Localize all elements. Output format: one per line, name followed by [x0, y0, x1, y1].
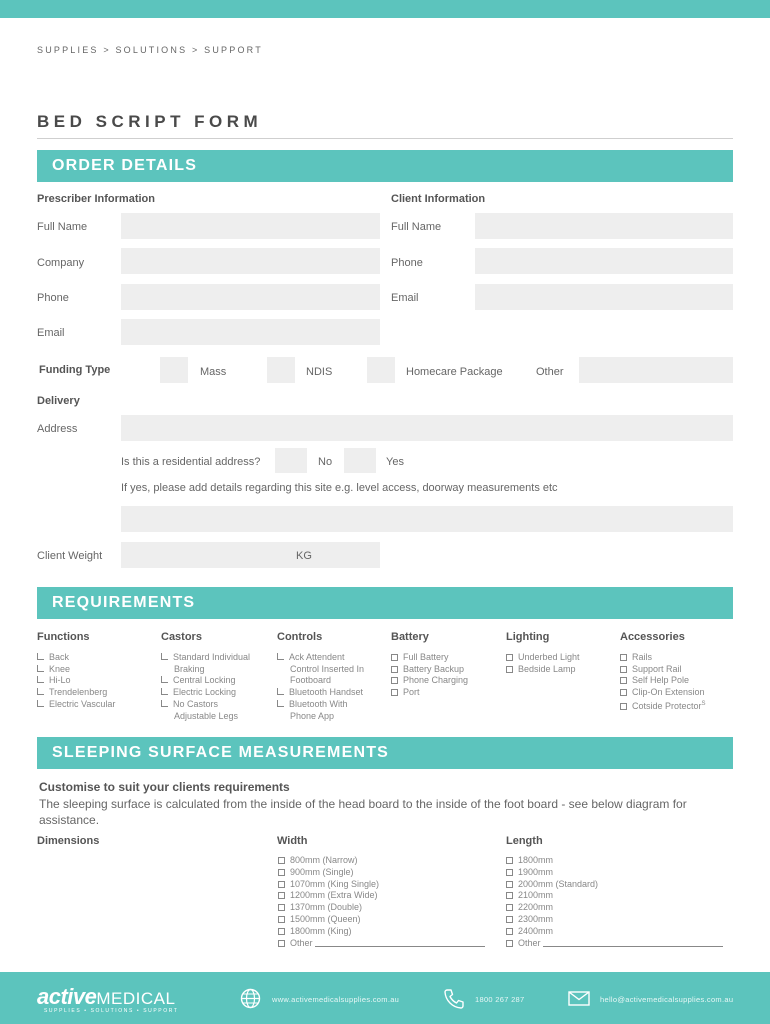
- logo-tagline: SUPPLIES • SOLUTIONS • SUPPORT: [44, 1008, 179, 1014]
- accessory-option[interactable]: [620, 664, 706, 676]
- envelope-icon: [568, 991, 590, 1006]
- residential-question: Is this a residential address?: [121, 456, 261, 468]
- option-label: Hi-Lo: [49, 675, 71, 686]
- residential-no-checkbox[interactable]: [275, 448, 307, 473]
- checkbox-icon[interactable]: [506, 916, 513, 923]
- client-phone-input[interactable]: [475, 248, 733, 274]
- length-option[interactable]: [506, 914, 723, 926]
- option-label: Trendelenberg: [49, 687, 108, 698]
- checkbox-icon[interactable]: [506, 928, 513, 935]
- width-option[interactable]: [278, 926, 485, 938]
- option-label: Full Battery: [403, 652, 449, 662]
- globe-icon: [240, 988, 261, 1009]
- option-label: Bedside Lamp: [518, 663, 576, 674]
- breadcrumb: SUPPLIES > SOLUTIONS > SUPPORT: [37, 45, 263, 55]
- phone-number[interactable]: 1800 267 287: [475, 995, 525, 1004]
- footer: [0, 972, 770, 1024]
- option-label: Other: [518, 937, 541, 948]
- option-label: Bluetooth With: [289, 698, 348, 709]
- option-label: Electric Locking: [173, 687, 237, 698]
- checkbox-icon[interactable]: [506, 666, 513, 673]
- checkbox-icon[interactable]: [278, 928, 285, 935]
- option-continuation: [161, 664, 250, 676]
- width-option[interactable]: [278, 890, 485, 902]
- checkbox-icon[interactable]: [620, 689, 627, 696]
- castor-option[interactable]: [161, 675, 250, 687]
- funding-other-input[interactable]: [579, 357, 733, 383]
- order-details-banner: ORDER DETAILS: [37, 150, 733, 182]
- checkbox-icon[interactable]: [277, 688, 284, 695]
- funding-mass-checkbox[interactable]: [160, 357, 188, 383]
- width-option-other[interactable]: [278, 938, 485, 950]
- battery-list: [391, 652, 468, 699]
- option-label: Ack Attendent: [289, 652, 345, 662]
- address-label: Address: [37, 423, 78, 435]
- control-option[interactable]: [277, 687, 364, 699]
- castors-list: [161, 652, 250, 722]
- checkbox-icon[interactable]: [161, 700, 168, 707]
- width-option[interactable]: [278, 914, 485, 926]
- superscript-mark: S: [701, 700, 706, 707]
- checkbox-icon[interactable]: [161, 676, 168, 683]
- checkbox-icon[interactable]: [37, 665, 44, 672]
- option-label: Braking: [174, 663, 205, 674]
- accessories-heading: Accessories: [620, 631, 685, 643]
- option-label: Underbed Light: [518, 652, 580, 662]
- checkbox-icon[interactable]: [278, 881, 285, 888]
- length-option[interactable]: [506, 890, 723, 902]
- length-option[interactable]: [506, 867, 723, 879]
- checkbox-icon[interactable]: [620, 677, 627, 684]
- checkbox-icon[interactable]: [391, 666, 398, 673]
- checkbox-icon[interactable]: [506, 904, 513, 911]
- checkbox-icon[interactable]: [37, 688, 44, 695]
- functions-list: [37, 652, 115, 711]
- width-options: [278, 855, 485, 949]
- controls-heading: Controls: [277, 631, 323, 643]
- checkbox-icon[interactable]: [278, 892, 285, 899]
- prescriber-company-input[interactable]: [121, 248, 380, 274]
- option-label: Knee: [49, 663, 71, 674]
- checkbox-icon[interactable]: [391, 677, 398, 684]
- control-option[interactable]: [277, 652, 364, 664]
- battery-heading: Battery: [391, 631, 429, 643]
- client-phone-label: Phone: [391, 257, 423, 269]
- dimensions-label: Dimensions: [37, 835, 100, 847]
- site-details-input[interactable]: [121, 506, 733, 532]
- client-name-label: Full Name: [391, 221, 442, 233]
- option-label: 1500mm (Queen): [290, 913, 361, 924]
- controls-list: [277, 652, 364, 722]
- top-accent-bar: [0, 0, 770, 18]
- width-option[interactable]: [278, 855, 485, 867]
- client-email-label: Email: [391, 292, 419, 304]
- option-label: Other: [290, 937, 313, 948]
- client-email-input[interactable]: [475, 284, 733, 310]
- option-label: Bluetooth Handset: [289, 687, 364, 698]
- option-label: Phone App: [290, 710, 335, 721]
- company-logo: [37, 984, 175, 1010]
- checkbox-icon[interactable]: [37, 653, 44, 660]
- checkbox-icon[interactable]: [506, 869, 513, 876]
- option-label: 1200mm (Extra Wide): [290, 890, 378, 901]
- sleeping-description: The sleeping surface is calculated from the inside of the head board to the inside of the foot board - see below diagram for assistance.: [39, 797, 687, 827]
- accessory-option[interactable]: [620, 675, 706, 687]
- function-option[interactable]: [37, 675, 115, 687]
- length-option[interactable]: [506, 926, 723, 938]
- length-option-other[interactable]: [506, 938, 723, 950]
- lighting-list: [506, 652, 580, 675]
- checkbox-icon[interactable]: [161, 688, 168, 695]
- checkbox-icon[interactable]: [278, 904, 285, 911]
- funding-homecare-checkbox[interactable]: [367, 357, 395, 383]
- checkbox-icon[interactable]: [506, 881, 513, 888]
- option-label: 900mm (Single): [290, 866, 354, 877]
- checkbox-icon[interactable]: [506, 940, 513, 947]
- checkbox-icon[interactable]: [161, 653, 168, 660]
- residential-no-label: No: [318, 456, 333, 468]
- accessory-option[interactable]: [620, 687, 706, 699]
- prescriber-name-input[interactable]: [121, 213, 380, 239]
- option-label: Port: [403, 687, 420, 698]
- length-option[interactable]: [506, 902, 723, 914]
- accessory-option[interactable]: [620, 699, 706, 713]
- sleeping-surface-banner: SLEEPING SURFACE MEASUREMENTS: [37, 737, 733, 769]
- lighting-option[interactable]: [506, 664, 580, 676]
- logo-active: active: [37, 984, 97, 1009]
- option-label: 800mm (Narrow): [290, 855, 358, 865]
- prescriber-heading: Prescriber Information: [37, 193, 155, 205]
- option-label: 2300mm: [518, 913, 554, 924]
- prescriber-phone-label: Phone: [37, 292, 69, 304]
- length-other-input[interactable]: [543, 938, 723, 947]
- option-continuation: [277, 664, 364, 676]
- option-label: 2400mm: [518, 925, 554, 936]
- option-continuation: [277, 675, 364, 687]
- length-heading: Length: [506, 835, 543, 847]
- logo-medical: MEDICAL: [96, 989, 176, 1008]
- checkbox-icon[interactable]: [506, 892, 513, 899]
- client-heading: Client Information: [391, 193, 486, 205]
- residential-yes-label: Yes: [386, 456, 404, 468]
- option-label: Cotside Protector: [632, 700, 702, 711]
- checkbox-icon[interactable]: [278, 916, 285, 923]
- option-label: Adjustable Legs: [174, 710, 239, 721]
- funding-mass-label: Mass: [200, 366, 227, 378]
- option-label: Support Rail: [632, 663, 682, 674]
- castors-heading: Castors: [161, 631, 202, 643]
- length-option[interactable]: [506, 855, 723, 867]
- checkbox-icon[interactable]: [37, 676, 44, 683]
- accessory-option[interactable]: [620, 652, 706, 664]
- option-label: 2200mm: [518, 902, 554, 913]
- page-title: BED SCRIPT FORM: [37, 112, 263, 131]
- title-divider: [37, 138, 733, 139]
- site-details-note: If yes, please add details regarding this site e.g. level access, doorway measurements etc: [121, 482, 558, 494]
- option-label: Standard Individual: [173, 652, 251, 662]
- castor-option[interactable]: [161, 652, 250, 664]
- width-option[interactable]: [278, 902, 485, 914]
- function-option[interactable]: [37, 664, 115, 676]
- option-label: Phone Charging: [403, 675, 469, 686]
- checkbox-icon[interactable]: [506, 654, 513, 661]
- delivery-heading: Delivery: [37, 395, 80, 407]
- width-heading: Width: [277, 835, 308, 847]
- client-weight-input[interactable]: [121, 542, 380, 568]
- checkbox-icon[interactable]: [620, 654, 627, 661]
- function-option[interactable]: [37, 652, 115, 664]
- option-label: Back: [49, 652, 70, 662]
- option-continuation: [277, 711, 364, 723]
- option-label: Electric Vascular: [49, 698, 116, 709]
- checkbox-icon[interactable]: [620, 666, 627, 673]
- option-label: Footboard: [290, 675, 332, 686]
- option-label: 1070mm (King Single): [290, 878, 380, 889]
- width-option[interactable]: [278, 879, 485, 891]
- checkbox-icon[interactable]: [506, 857, 513, 864]
- funding-type-label: Funding Type: [39, 364, 111, 376]
- length-options: [506, 855, 723, 949]
- option-label: Clip-On Extension: [632, 687, 705, 698]
- functions-heading: Functions: [37, 631, 90, 643]
- accessories-list: [620, 652, 706, 713]
- width-option[interactable]: [278, 867, 485, 879]
- prescriber-email-label: Email: [37, 327, 65, 339]
- option-label: 1800mm (King): [290, 925, 352, 936]
- option-label: Rails: [632, 652, 653, 662]
- residential-yes-checkbox[interactable]: [344, 448, 376, 473]
- address-input[interactable]: [121, 415, 733, 441]
- option-label: Self Help Pole: [632, 675, 690, 686]
- checkbox-icon[interactable]: [277, 653, 284, 660]
- checkbox-icon[interactable]: [391, 689, 398, 696]
- function-option[interactable]: [37, 687, 115, 699]
- width-other-input[interactable]: [315, 938, 485, 947]
- checkbox-icon[interactable]: [278, 869, 285, 876]
- option-label: 1800mm: [518, 855, 554, 865]
- client-weight-label: Client Weight: [37, 550, 103, 562]
- option-label: 1370mm (Double): [290, 902, 363, 913]
- checkbox-icon[interactable]: [277, 700, 284, 707]
- option-label: 1900mm: [518, 866, 554, 877]
- control-option[interactable]: [277, 699, 364, 711]
- battery-option[interactable]: [391, 664, 468, 676]
- option-label: Central Locking: [173, 675, 236, 686]
- sleeping-subheading: Customise to suit your clients requirements: [39, 780, 290, 794]
- lighting-option[interactable]: [506, 652, 580, 664]
- funding-other-label: Other: [536, 366, 564, 378]
- checkbox-icon[interactable]: [37, 700, 44, 707]
- battery-option[interactable]: [391, 675, 468, 687]
- weight-unit: KG: [296, 550, 312, 562]
- funding-ndis-checkbox[interactable]: [267, 357, 295, 383]
- length-option[interactable]: [506, 879, 723, 891]
- function-option[interactable]: [37, 699, 115, 711]
- lighting-heading: Lighting: [506, 631, 550, 643]
- requirements-banner: REQUIREMENTS: [37, 587, 733, 619]
- client-name-input[interactable]: [475, 213, 733, 239]
- prescriber-email-input[interactable]: [121, 319, 380, 345]
- phone-icon: [443, 988, 465, 1009]
- option-continuation: [161, 711, 250, 723]
- funding-ndis-label: NDIS: [306, 366, 333, 378]
- checkbox-icon[interactable]: [620, 703, 627, 710]
- castor-option[interactable]: [161, 687, 250, 699]
- option-label: Battery Backup: [403, 663, 465, 674]
- prescriber-name-label: Full Name: [37, 221, 88, 233]
- checkbox-icon[interactable]: [278, 940, 285, 947]
- email-link[interactable]: hello@activemedicalsupplies.com.au: [600, 995, 734, 1004]
- prescriber-phone-input[interactable]: [121, 284, 380, 310]
- funding-homecare-label: Homecare Package: [406, 366, 503, 378]
- battery-option[interactable]: [391, 652, 468, 664]
- option-label: No Castors: [173, 698, 219, 709]
- checkbox-icon[interactable]: [391, 654, 398, 661]
- option-label: 2000mm (Standard): [518, 878, 599, 889]
- option-label: 2100mm: [518, 890, 554, 901]
- castor-option[interactable]: [161, 699, 250, 711]
- checkbox-icon[interactable]: [278, 857, 285, 864]
- battery-option[interactable]: [391, 687, 468, 699]
- website-link[interactable]: www.activemedicalsupplies.com.au: [272, 995, 400, 1004]
- option-label: Control Inserted In: [290, 663, 365, 674]
- prescriber-company-label: Company: [37, 257, 85, 269]
